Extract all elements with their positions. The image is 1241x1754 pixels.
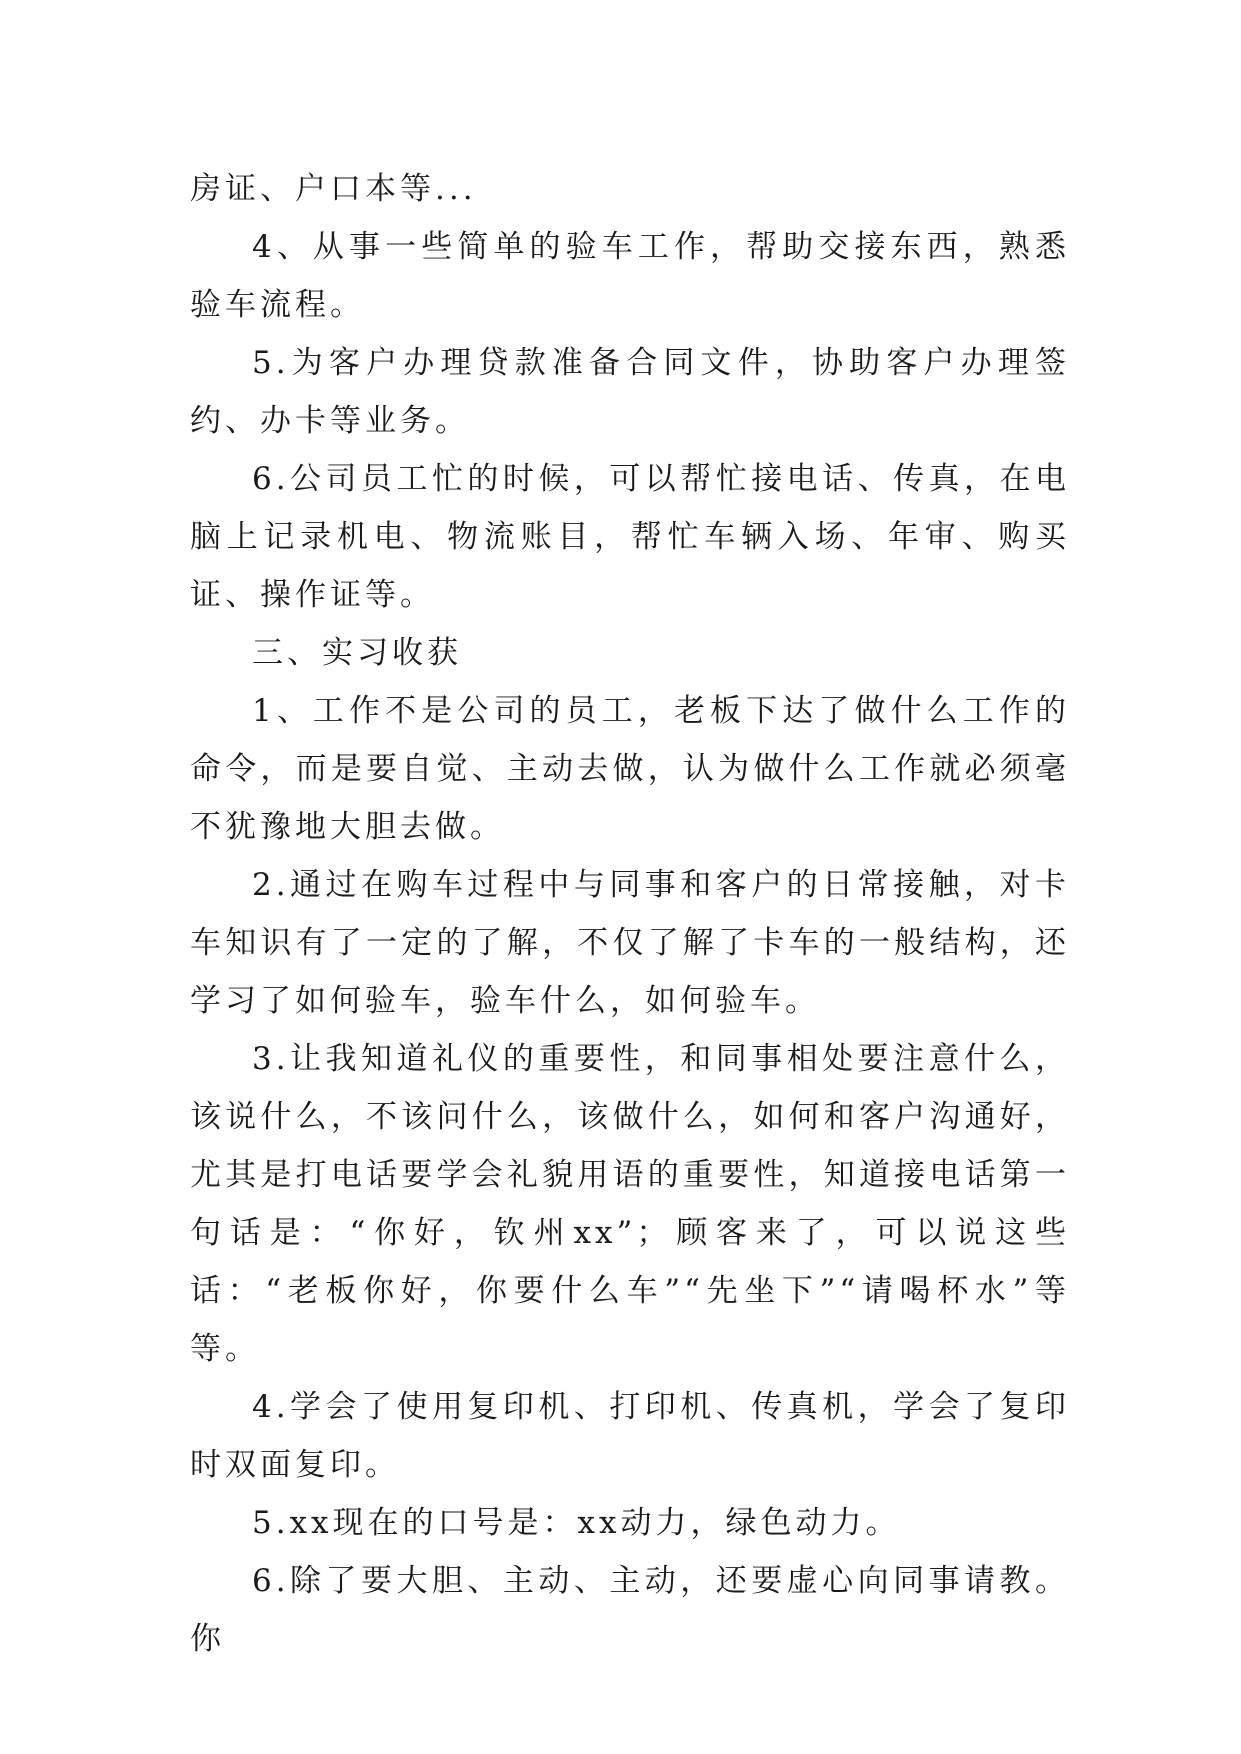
paragraph-4: 6.公司员工忙的时候，可以帮忙接电话、传真，在电脑上记录机电、物流账目，帮忙车辆入场、年审、购买证、操作证等。 xyxy=(190,461,1070,613)
paragraph-8: 4.学会了使用复印机、打印机、传真机，学会了复印时双面复印。 xyxy=(190,1389,1070,1483)
section-heading: 三、实习收获 xyxy=(252,635,462,671)
paragraph-3: 5.为客户办理贷款准备合同文件，协助客户办理签约、办卡等业务。 xyxy=(190,345,1070,439)
paragraph-9: 5.xx现在的口号是：xx动力，绿色动力。 xyxy=(252,1505,901,1541)
document-body xyxy=(190,160,1070,1668)
paragraph-7: 3.让我知道礼仪的重要性，和同事相处要注意什么，该说什么，不该问什么，该做什么，如何和客户沟通好，尤其是打电话要学会礼貌用语的重要性，知道接电话第一句话是：“你好，钦州xx”；顾客来了，可以说这些话：“老板你好，你要什么车”“先坐下”“请喝杯水”等等。 xyxy=(190,1041,1070,1367)
paragraph-5: 1、工作不是公司的员工，老板下达了做什么工作的命令，而是要自觉、主动去做，认为做什么工作就必须毫不犹豫地大胆去做。 xyxy=(190,693,1070,845)
paragraph-6: 2.通过在购车过程中与同事和客户的日常接触，对卡车知识有了一定的了解，不仅了解了卡车的一般结构，还学习了如何验车，验车什么，如何验车。 xyxy=(190,867,1070,1019)
paragraph-2: 4、从事一些简单的验车工作，帮助交接东西，熟悉验车流程。 xyxy=(190,229,1070,323)
paragraph-1: 房证、户口本等... xyxy=(190,171,477,207)
paragraph-10: 6.除了要大胆、主动、主动，还要虚心向同事请教。你 xyxy=(190,1563,1070,1657)
